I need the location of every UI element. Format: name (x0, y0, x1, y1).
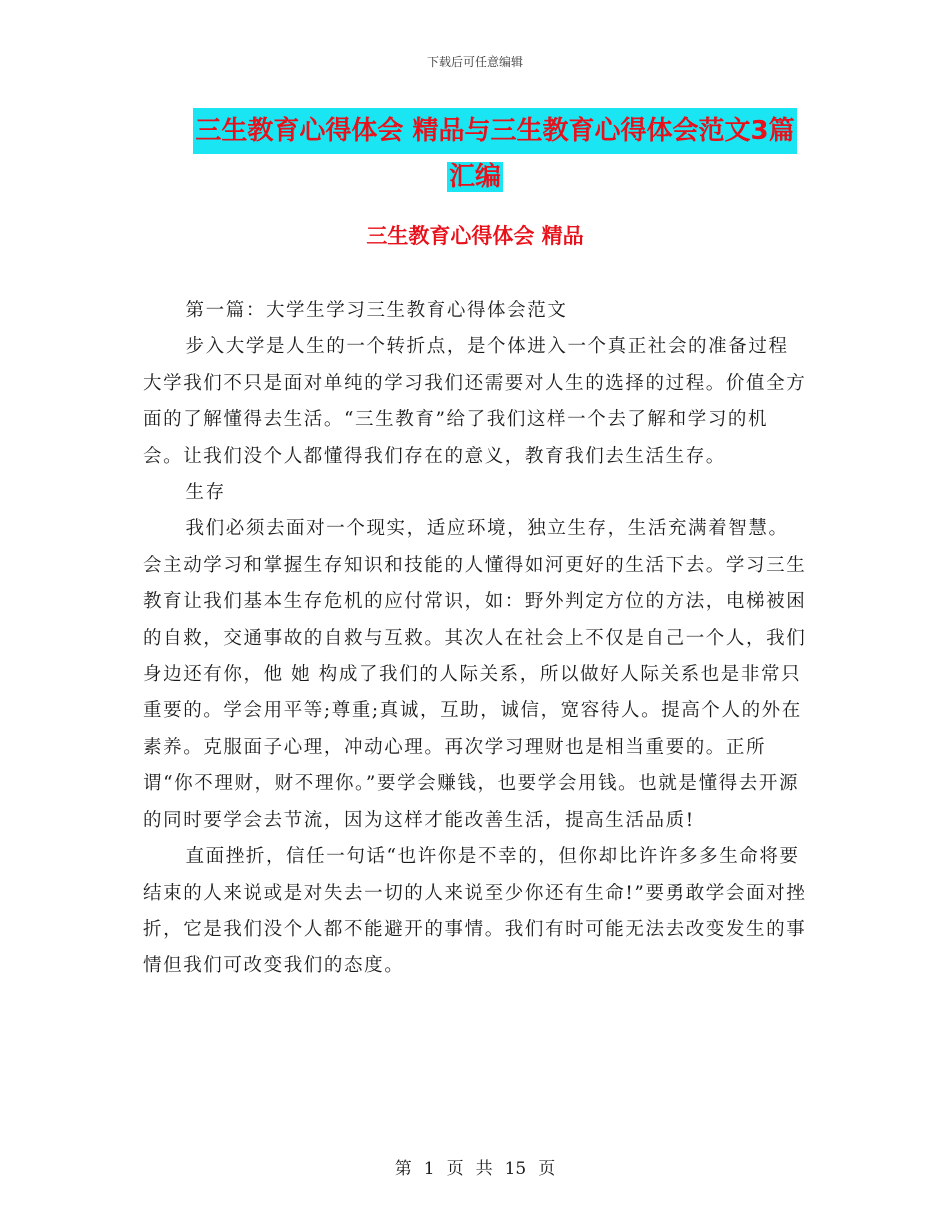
paragraph-heading-survival: 生存 (185, 482, 226, 504)
document-title-line2: 汇编 (448, 162, 501, 192)
paragraph: 我们必须去面对一个现实，适应环境，独立生存，生活充满着智慧。会主动学习和掌握生存知识和技能的人懂得如河更好的生活下去。学习三生教育让我们基本生存危机的应付常识，如：野外判定方位的方法，电梯被困的自救，交通事故的自救与互救。其次人在社会上不仅是自己一个人，我们身边还有你，他 她 构成了我们的人际关系，所以做好人际关系也是非常只重要的。学会用平等;尊重;真诚，互助，诚信，宽容待人。提高个人的外在素养。克服面子心理，冲动心理。再次学习理财也是相当重要的。正所谓“你不理财，财不理你。”要学会赚钱，也要学会用钱。也就是懂得去开源的同时要学会去节流，因为这样才能改善生活，提高生活品质! (143, 518, 807, 831)
paragraph: 直面挫折，信任一句话“也许你是不幸的，但你却比许许多多生命将要结束的人来说或是对失去一切的人来说至少你还有生命!”要勇敢学会面对挫折，它是我们没个人都不能避开的事情。我们有时可能无法去改变发生的事情但我们可改变我们的态度。 (143, 846, 807, 977)
document-body (143, 293, 807, 985)
document-title (0, 108, 950, 200)
footer-page-label: 页 (446, 1159, 464, 1179)
page-footer (0, 1154, 950, 1179)
footer-total-pages: 15 (504, 1159, 527, 1179)
section-title: 三生教育心得体会 精品 (366, 224, 584, 248)
footer-total-prefix: 共 (475, 1159, 493, 1179)
header-note: 下载后可任意编辑 (426, 55, 523, 69)
document-title-line1: 三生教育心得体会 精品与三生教育心得体会范文3篇 (193, 108, 796, 154)
footer-prefix: 第 (394, 1159, 412, 1179)
footer-page-number: 1 (423, 1159, 435, 1179)
footer-suffix: 页 (538, 1159, 556, 1179)
paragraph: 步入大学是人生的一个转折点，是个体进入一个真正社会的准备过程大学我们不只是面对单纯的学习我们还需要对人生的选择的过程。价值全方面的了解懂得去生活。“三生教育”给了我们这样一个去了解和学习的机会。让我们没个人都懂得我们存在的意义，教育我们去生活生存。 (143, 336, 807, 467)
paragraph-subtitle: 第一篇：大学生学习三生教育心得体会范文 (185, 300, 568, 321)
